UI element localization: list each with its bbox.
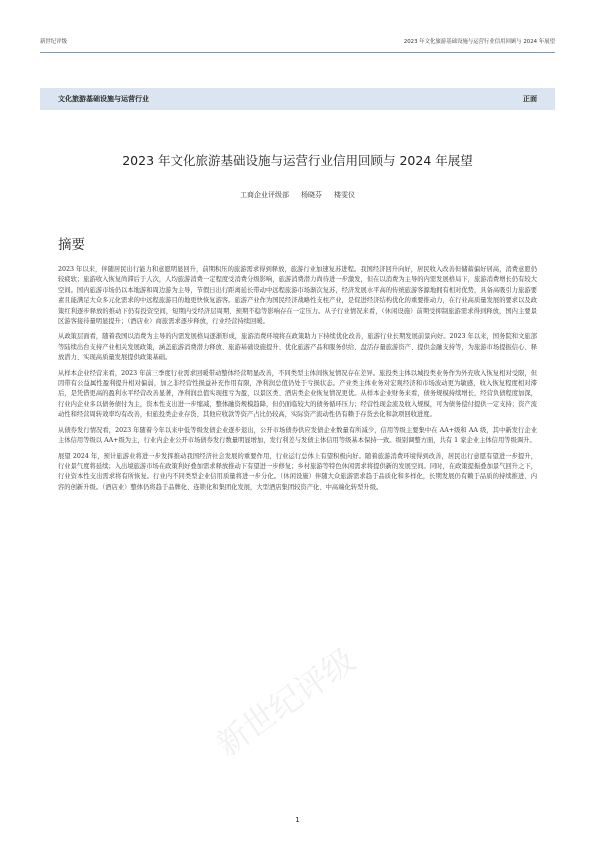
- author-name: 杨晓芬: [301, 191, 322, 199]
- abstract-paragraph: 从样本企业经营来看，2023 年前三季度行业需求回暖带动整体经营明显改善，不同类型主体间恢复情况存在差异。旅投类主体以城投类业务作为外充收入恢复相对受限，但因带有公益属性盈利提升相对偏弱，加之非经营性损益补充作用有限，净利润总值仍处于亏损状态。产业类主体业务对宏观经济和市场波动更为敏感，收入恢复程度相对滞后，是凭借更高的盈利水平经营改善显著，净利润总值实现扭亏为盈，以景区类、酒店类企业恢复情况更优。从样本企业财务来看，债务规模持续增长，经营负债程度加深，行业内企业多以债务债付为主，资本性支出进一步缩减，整体融资规模趋降，但仍面临较大的债务循环压力；经营性现金流及收入规模，可为债务偿付提供一定支持；资产流动性和经营周转效率均有改善，但旅投类企业存货、其他应收款等资产占比仍较高，实际资产流动性仍有赖于存货去化和款项回收进度。: [58, 369, 537, 419]
- page-number: 1: [295, 816, 300, 824]
- outlook-tag: 正面: [523, 95, 537, 103]
- abstract-body: [58, 265, 537, 498]
- abstract-paragraph: 展望 2024 年，预计旅游业将进一步发挥推动我国经济社会发展的重要作用，行业运行总体上有望积极向好。随着旅游消费环境得到改善，居民出行意愿有望进一步提升，行业景气度将延续；入出境旅游市场在政策利好叠加需求释放推动下有望进一步修复；乡村旅游等特色休闲需求将提供新的发展空间。同时，在政策提振叠加景气回升之下，行业资本性支出需求将有所恢复。行业内不同类型企业信用质量将进一步分化。（休闲设施）伴随大众旅游需求趋于品质化和多样化，长期发展仍有赖于品质的持续推进、内容的创新升级。（酒店业）整体仍将趋于品牌化、连锁化和集团化发展，大型酒店集团较资产化、中高端化转型升级。: [58, 452, 537, 491]
- running-header: [40, 37, 555, 45]
- header-right-text: 2023 年文化旅游基础设施与运营行业信用回顾与 2024 年展望: [403, 39, 555, 45]
- abstract-paragraph: 从政策层面看，随着我国以消费为主导的内需发展格局逐渐形成，旅游消费环境将在政策助力下持续优化改善，旅游行业长期发展前景向好。2023 年以来，国务院和文旅部等陆续出台支持产业相关发展政策，涵盖旅游消费潜力释放、旅游基础设施提升、优化旅游产品和服务供给、盘活存量旅游资产、提供金融支持等，为旅游市场提振信心、释放潜力、实现高质量发展提供政策基础。: [58, 333, 537, 362]
- abstract-paragraph: 从债券发行情况看，2023 年随着今年以来中低等级发债企业逐步退出，公开市场债券供应发债企业数量有所减少，信用等级主要集中在 AA+级和 AA 级，其中新发行企业主体信用等级以 AA+级为主，行业内企业公开市场债券发行数量明显增加，发行利差与发债主体信用等级基本保持一致。级别调整方面，共有 1 家企业主体信用等级调升。: [58, 426, 537, 445]
- header-divider: [40, 52, 555, 53]
- author-name: 楼雯仪: [334, 191, 355, 199]
- abstract-heading: 摘要: [58, 237, 85, 253]
- abstract-paragraph: 2023 年以来，伴随居民出行能力和意愿明显回升，前期积压的旅游需求得到释放，旅游行业加速复苏进程。我国经济回升向好，居民收入改善但储蓄偏好居高，消费意愿仍较疲软；旅游收入恢复尚滞后于人次，人均旅游消费一定程度受消费分级影响，旅游消费潜力尚待进一步激发，但在以消费为主导的内需发展格局下，旅游消费增长仍有较大空间。国内旅游市场仍以本地游和周边游为主导，节假日出行距离延长带动中远程旅游市场渐次复苏，经济发展水平高的传统旅游客源地拥有相对优势，具备高吸引力旅游要素且能满足大众多元化需求的中远程旅游目的地更快恢复游客。旅游产业作为国民经济战略性支柱产业，是促进经济结构优化的重要推动力，在行业高质量发展的要求以及政策红利逐步释放的推动下仍有投资空间，短期内受经济层周期、预期不稳等影响存在一定压力。从子行业情况来看，（休闲设施）前期受抑制旅游需求得到释放，国内主要景区游客接待量明显提升；（酒店业）商旅需求逐步释放，行业经营持续回暖。: [58, 266, 537, 326]
- header-left-text: 新世纪评级: [40, 39, 67, 45]
- section-bar: [40, 88, 555, 110]
- watermark-text: 新世纪评级: [209, 640, 363, 764]
- watermark: [166, 556, 445, 835]
- report-title: 2023 年文化旅游基础设施与运营行业信用回顾与 2024 年展望: [122, 153, 473, 168]
- author-department: 工商企业评级部: [240, 191, 289, 199]
- authors-line: [40, 190, 555, 200]
- section-title: 文化旅游基础设施与运营行业: [58, 95, 149, 103]
